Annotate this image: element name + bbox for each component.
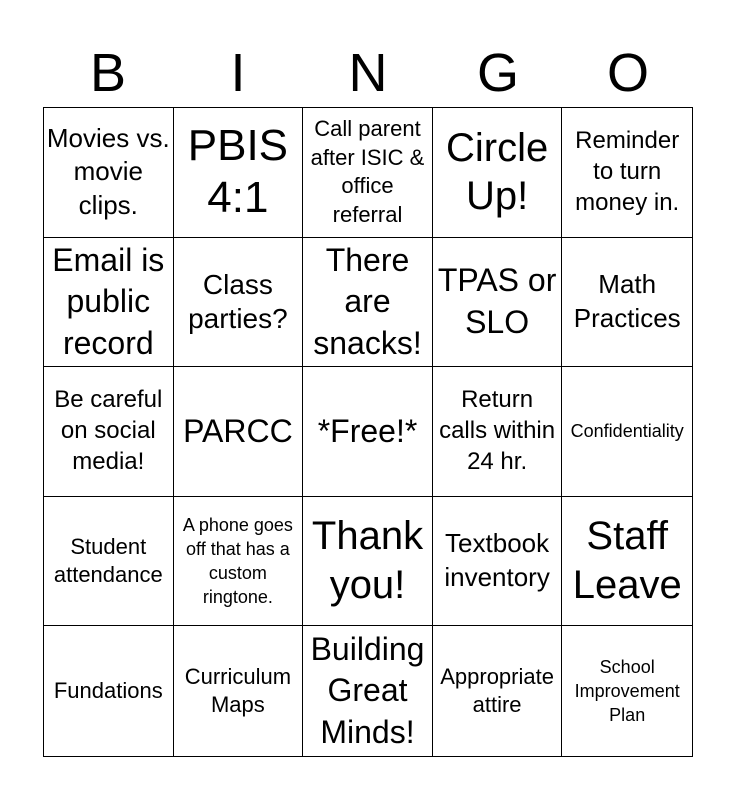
cell-text: PARCC [183,412,293,449]
bingo-cell[interactable] [562,367,692,497]
bingo-cell[interactable] [44,367,174,497]
bingo-cell[interactable] [44,238,174,368]
bingo-cell[interactable] [174,497,304,627]
bingo-board [43,107,693,757]
cell-text: Be careful on social media! [54,386,163,475]
cell-text: Building Great Minds! [310,630,425,750]
cell-text: Confidentiality [570,421,684,442]
cell-text: Class parties? [188,269,288,334]
bingo-cell[interactable] [44,108,174,238]
cell-text: Call parent after ISIC & office referral [310,116,425,227]
header-letter-g: G [476,43,519,103]
cell-text: Thank you! [311,514,424,608]
bingo-cell[interactable] [433,626,563,756]
cell-text: PBIS 4:1 [187,120,289,223]
cell-text: Email is public record [52,241,165,361]
bingo-cell[interactable] [562,626,692,756]
bingo-cell[interactable] [433,367,563,497]
bingo-cell[interactable] [174,626,304,756]
cell-text: Math Practices [573,269,681,333]
cell-text: There are snacks! [313,241,422,361]
bingo-cell[interactable] [562,238,692,368]
cell-text: A phone goes off that has a custom ringtone. [182,514,293,608]
cell-text: Curriculum Maps [184,663,292,718]
bingo-cell[interactable] [433,497,563,627]
header-letter-i: I [230,43,246,103]
cell-text: *Free!* [317,412,418,449]
cell-text: Student attendance [53,533,163,588]
bingo-cell[interactable] [303,626,433,756]
cell-text: Staff Leave [572,514,682,608]
cell-text: Circle Up! [445,125,549,219]
bingo-cell[interactable] [562,497,692,627]
bingo-cell[interactable] [433,238,563,368]
bingo-header [43,40,693,106]
header-letter-o: O [606,43,649,103]
bingo-cell[interactable] [174,108,304,238]
bingo-cell[interactable] [174,367,304,497]
bingo-cell[interactable] [562,108,692,238]
cell-text: Movies vs. movie clips. [46,122,170,221]
cell-text: Return calls within 24 hr. [439,386,556,475]
bingo-cell[interactable] [303,367,433,497]
bingo-cell[interactable] [303,108,433,238]
bingo-cell[interactable] [44,497,174,627]
bingo-cell[interactable] [174,238,304,368]
bingo-cell[interactable] [433,108,563,238]
cell-text: Reminder to turn money in. [575,127,680,216]
cell-text: Textbook inventory [444,528,550,593]
cell-text: TPAS or SLO [437,262,557,340]
cell-text: School Improvement Plan [574,656,680,726]
header-letter-b: B [89,43,127,103]
cell-text: Appropriate attire [440,663,554,718]
bingo-cell[interactable] [44,626,174,756]
bingo-cell[interactable] [303,238,433,368]
bingo-cell[interactable] [303,497,433,627]
header-letter-n: N [348,43,388,103]
cell-text: Fundations [53,677,163,703]
